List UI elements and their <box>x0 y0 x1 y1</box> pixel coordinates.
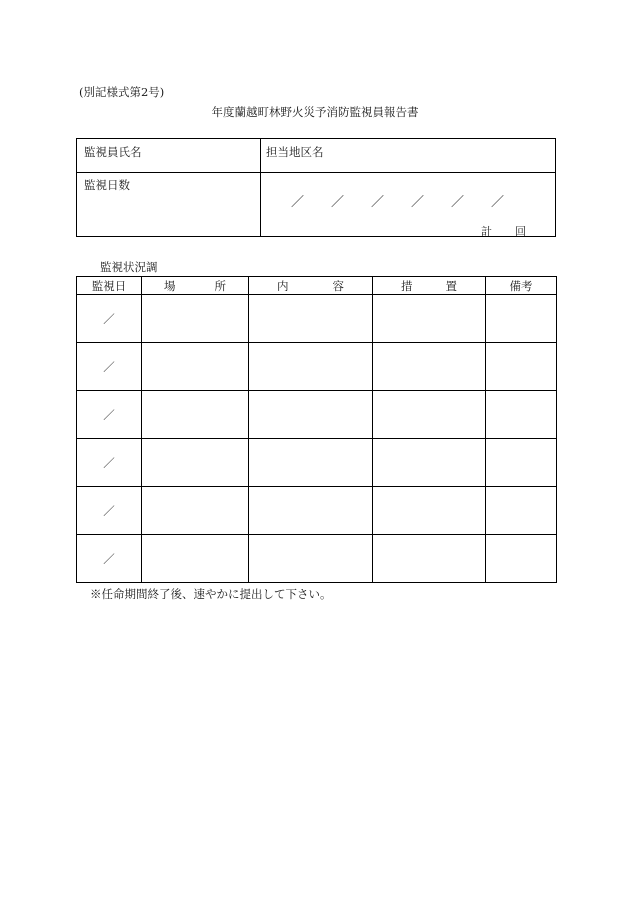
times-label: 回 <box>515 225 526 238</box>
content-cell <box>249 439 373 487</box>
header-date: 監視日 <box>77 277 142 295</box>
place-cell <box>142 295 249 343</box>
remarks-cell <box>486 295 557 343</box>
place-cell <box>142 343 249 391</box>
header-remarks: 備考 <box>486 277 557 295</box>
header-measure-char-2: 置 <box>445 278 457 293</box>
header-measure <box>373 277 486 295</box>
table-header-row <box>77 277 557 295</box>
measure-cell <box>373 343 486 391</box>
table-row <box>77 391 557 439</box>
remarks-cell <box>486 487 557 535</box>
place-cell <box>142 439 249 487</box>
info-table-divider-vertical <box>260 139 261 236</box>
footnote: ※任命期間終了後、速やかに提出して下さい。 <box>90 587 332 601</box>
content-cell <box>249 535 373 583</box>
remarks-cell <box>486 343 557 391</box>
content-cell <box>249 295 373 343</box>
date-cell: ／ <box>77 487 142 535</box>
date-slash: ／ <box>411 195 425 210</box>
days-label: 監視日数 <box>84 178 130 192</box>
status-table <box>76 276 557 583</box>
date-slash: ／ <box>491 195 505 210</box>
remarks-cell <box>486 439 557 487</box>
measure-cell <box>373 295 486 343</box>
date-slash: ／ <box>331 195 345 210</box>
date-cell: ／ <box>77 391 142 439</box>
header-place <box>142 277 249 295</box>
date-cell: ／ <box>77 343 142 391</box>
date-slash: ／ <box>451 195 465 210</box>
content-cell <box>249 487 373 535</box>
remarks-cell <box>486 391 557 439</box>
total-label: 計 <box>481 225 492 238</box>
date-cell: ／ <box>77 535 142 583</box>
table-row <box>77 439 557 487</box>
section-label: 監視状況調 <box>100 260 158 274</box>
header-measure-char-1: 措 <box>401 278 413 293</box>
district-label: 担当地区名 <box>266 145 324 159</box>
date-slash: ／ <box>291 195 305 210</box>
remarks-cell <box>486 535 557 583</box>
place-cell <box>142 535 249 583</box>
date-cell: ／ <box>77 439 142 487</box>
observer-name-label: 監視員氏名 <box>84 145 142 159</box>
document-title: 年度蘭越町林野火災予消防監視員報告書 <box>211 105 419 119</box>
content-cell <box>249 391 373 439</box>
place-cell <box>142 487 249 535</box>
measure-cell <box>373 487 486 535</box>
header-place-char-2: 所 <box>214 278 226 293</box>
content-cell <box>249 343 373 391</box>
table-row <box>77 295 557 343</box>
table-row <box>77 487 557 535</box>
header-place-char-1: 場 <box>164 278 176 293</box>
measure-cell <box>373 439 486 487</box>
info-table <box>76 138 556 237</box>
date-slash: ／ <box>371 195 385 210</box>
place-cell <box>142 391 249 439</box>
header-content <box>249 277 373 295</box>
info-table-divider-horizontal <box>77 172 555 173</box>
table-row <box>77 343 557 391</box>
header-content-char-1: 内 <box>277 278 289 293</box>
measure-cell <box>373 535 486 583</box>
header-content-char-2: 容 <box>332 278 344 293</box>
table-row <box>77 535 557 583</box>
measure-cell <box>373 391 486 439</box>
date-cell: ／ <box>77 295 142 343</box>
form-number: (別記様式第2号) <box>79 85 165 99</box>
